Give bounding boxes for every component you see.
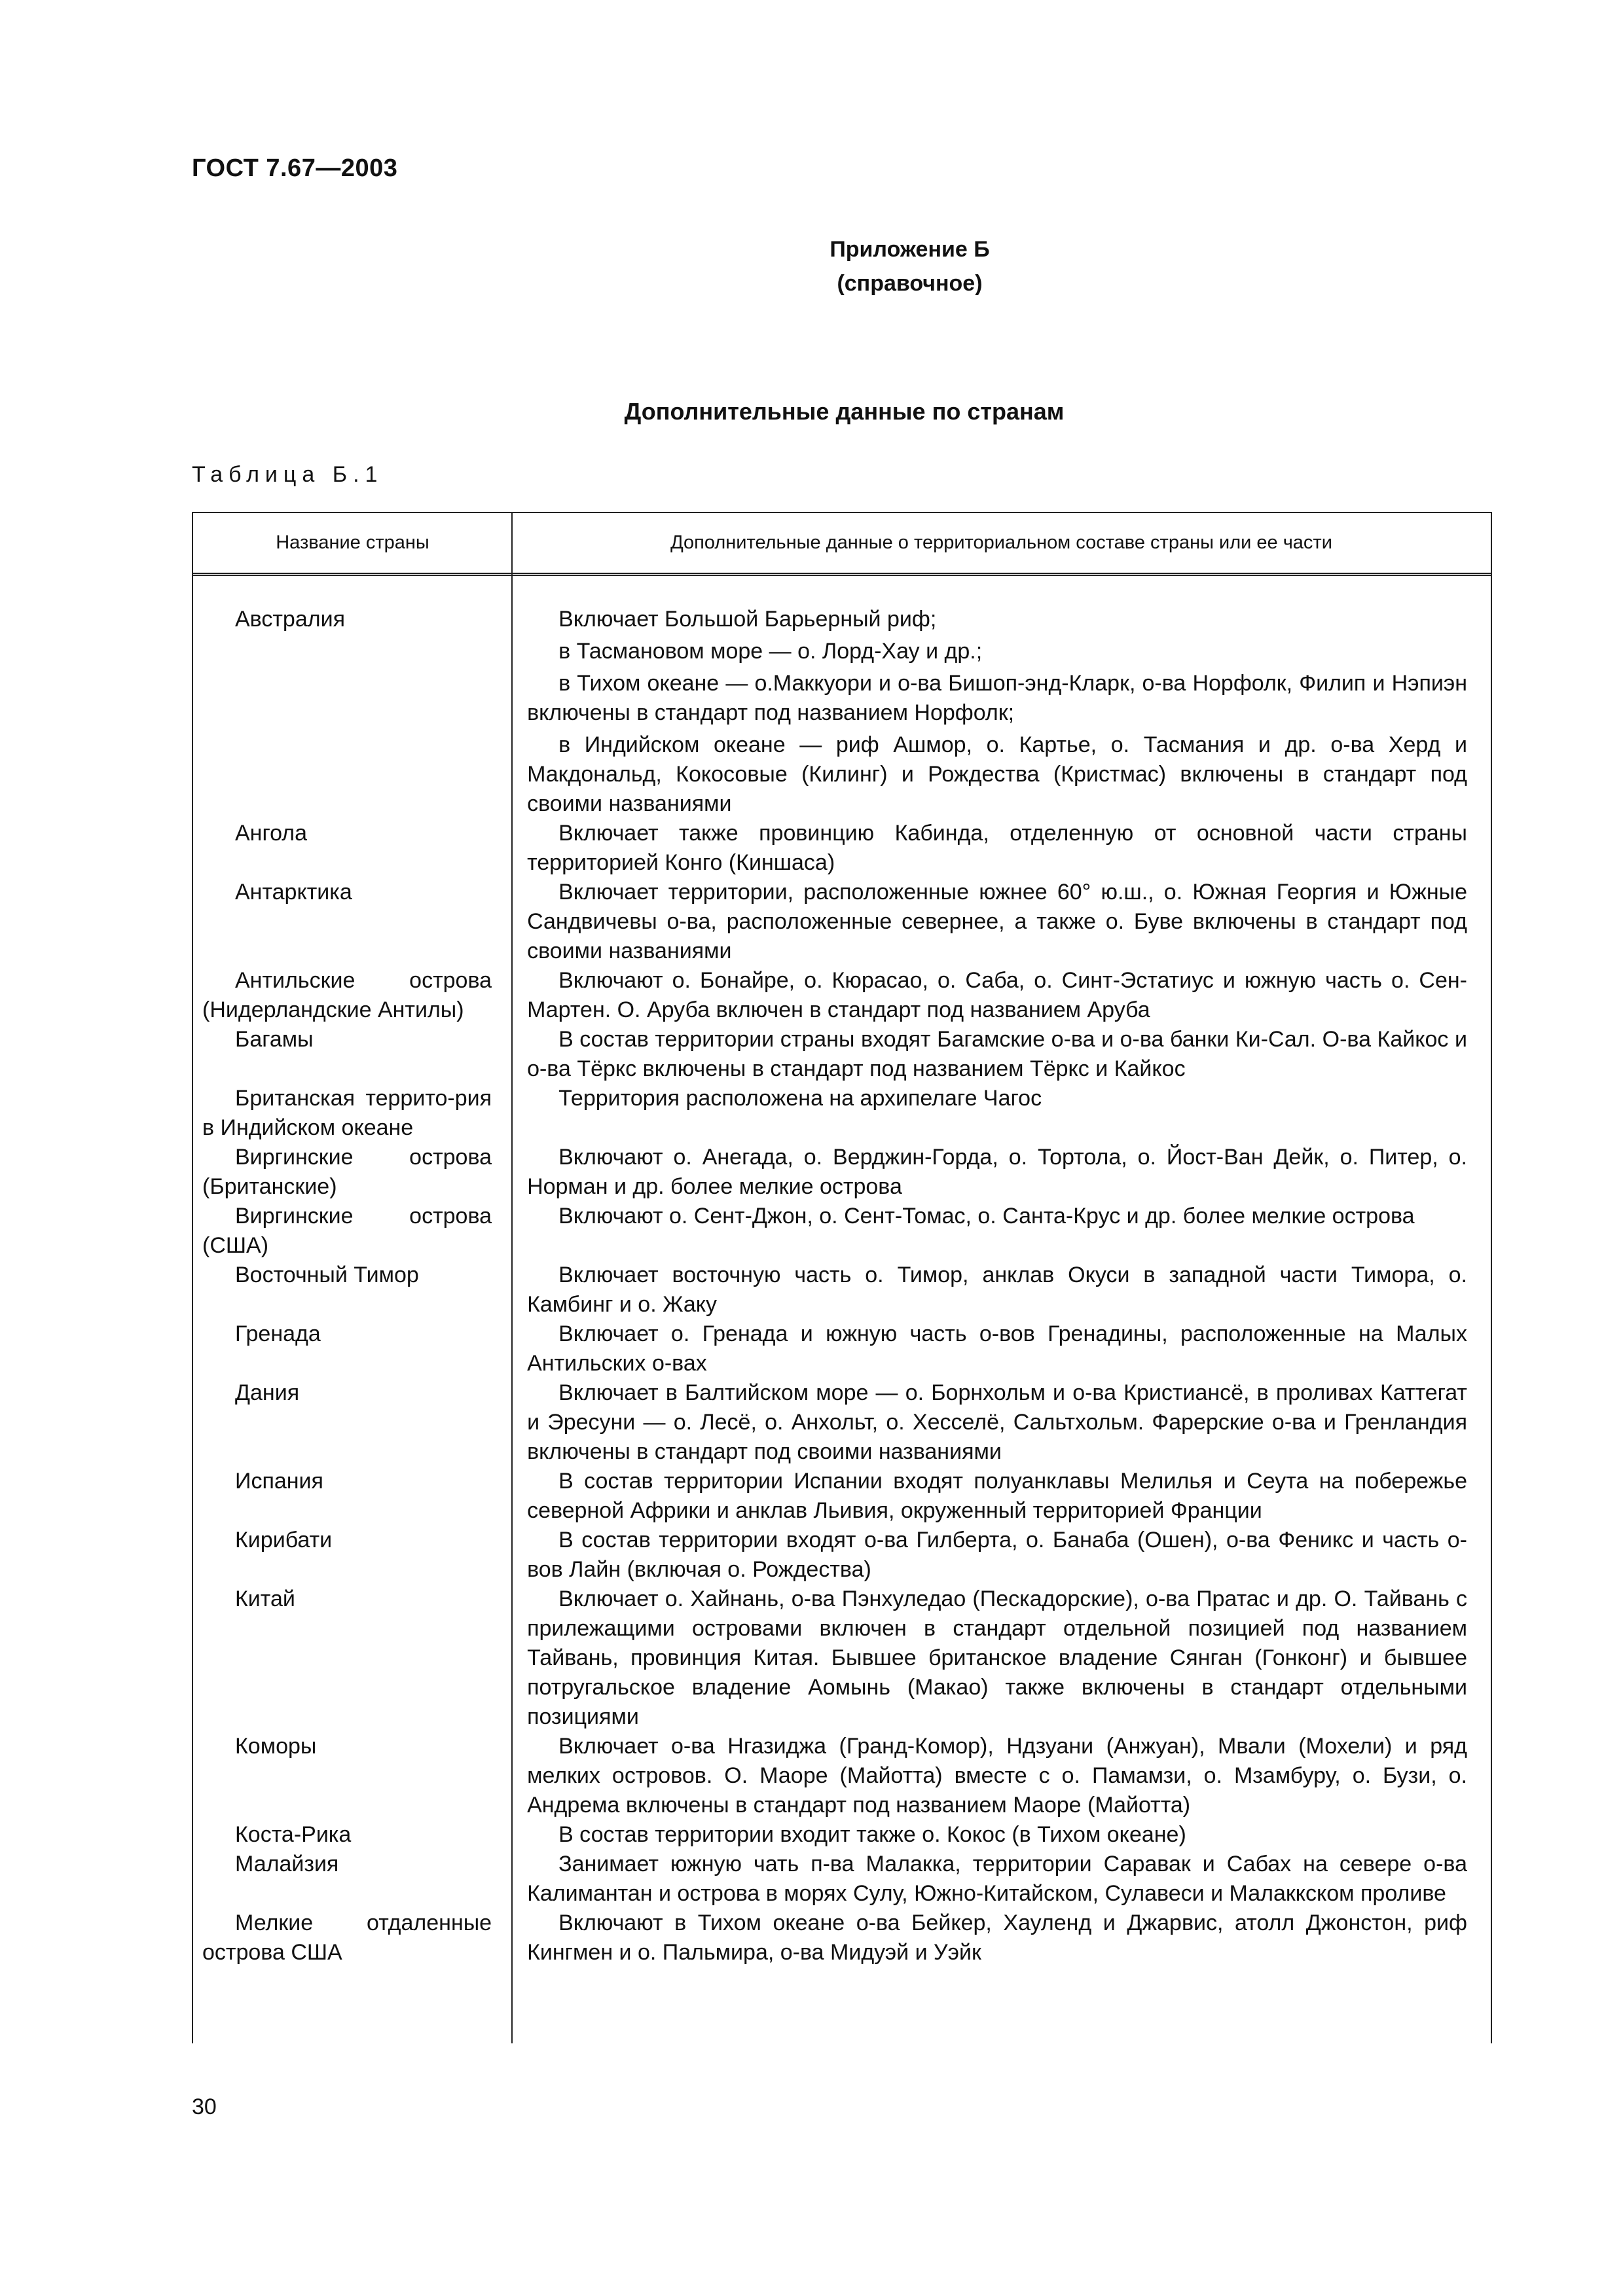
country-cell (193, 1909, 511, 1967)
table-row (193, 819, 1491, 878)
country-cell (193, 1378, 511, 1467)
country-cell (193, 1526, 511, 1585)
details-cell (511, 1084, 1491, 1143)
details-cell (511, 1319, 1491, 1378)
details-cell (511, 1025, 1491, 1084)
country-name: Мелкие отдаленные острова США (202, 1910, 492, 1965)
table-row (193, 1585, 1491, 1732)
country-cell (193, 1850, 511, 1909)
details-paragraph: Территория расположена на архипелаге Чагос (558, 1086, 1042, 1111)
country-cell (193, 819, 511, 878)
details-cell (511, 819, 1491, 878)
country-name: Австралия (235, 607, 345, 632)
country-name: Коморы (235, 1734, 317, 1759)
details-paragraph: Включает в Балтийском море — о. Борнхольм и о-ва Кристиансё, в проливах Каттегат и Эресуни — о. Лесё, о. Анхольт, о. Хесселё, Сальтхольм. Фарерские о-ва и Гренландия включены в стандарт под своими названиями (527, 1380, 1467, 1464)
details-cell (511, 1820, 1491, 1850)
details-paragraph: Включает Большой Барьерный риф; (558, 607, 937, 632)
details-cell (511, 878, 1491, 966)
country-cell (193, 1585, 511, 1732)
details-paragraph: В состав территории страны входят Багамские о-ва и о-ва банки Ки-Сал. О-ва Кайкос и о-ва Тёркс включены в стандарт под названием Тёркс и Кайкос (527, 1027, 1467, 1081)
details-paragraph: Включают о. Анегада, о. Верджин-Горда, о. Тортола, о. Йост-Ван Дейк, о. Питер, о. Норман и др. более мелкие острова (527, 1145, 1467, 1199)
country-cell (193, 605, 511, 819)
country-name: Китай (235, 1587, 295, 1611)
details-paragraph: в Тихом океане — о.Маккуори и о-ва Бишоп-энд-Кларк, о-ва Норфолк, Филип и Нэпиэн включены в стандарт под названием Норфолк; (527, 671, 1467, 725)
column-header-country: Название страны (276, 532, 429, 553)
table-row (193, 1084, 1491, 1143)
appendix-title: Приложение Б (830, 237, 990, 262)
details-paragraph: Занимает южную чать п-ва Малакка, территории Саравак и Сабах на севере о-ва Калимантан и острова в морях Сулу, Южно-Китайском, Сулавеси и Малаккском проливе (527, 1852, 1467, 1906)
table-row (193, 878, 1491, 966)
details-cell (511, 1202, 1491, 1261)
details-paragraph: в Индийском океане — риф Ашмор, о. Картье, о. Тасмания и др. о-ва Херд и Макдональд, Кокосовые (Килинг) и Рождества (Кристмас) включены в стандарт под своими названиями (527, 732, 1467, 816)
table-row (193, 1526, 1491, 1585)
country-name: Багамы (235, 1027, 314, 1052)
country-cell (193, 1319, 511, 1378)
details-paragraph: Включают о. Сент-Джон, о. Сент-Томас, о. Санта-Крус и др. более мелкие острова (558, 1204, 1415, 1229)
country-name: Ангола (235, 821, 308, 846)
country-cell (193, 1025, 511, 1084)
table-row (193, 1909, 1491, 1967)
details-cell (511, 1909, 1491, 1967)
details-cell (511, 1261, 1491, 1319)
country-name: Малайзия (235, 1852, 339, 1876)
table-row (193, 1820, 1491, 1850)
details-paragraph: Включает также провинцию Кабинда, отделенную от основной части страны территорией Конго (Киншаса) (527, 821, 1467, 875)
details-cell (511, 605, 1491, 819)
country-cell (193, 1467, 511, 1526)
details-paragraph: в Тасмановом море — о. Лорд-Хау и др.; (558, 639, 983, 664)
country-cell (193, 1084, 511, 1143)
section-title: Дополнительные данные по странам (624, 398, 1065, 425)
details-paragraph: Включает о. Хайнань, о-ва Пэнхуледао (Пескадорские), о-ва Пратас и др. О. Тайвань с прилежащими островами включен в стандарт отдельной позицией под названием Тайвань, провинция Китая. Бывшее британское владение Сянган (Гонконг) и бывшее потругальское владение Аомынь (Макао) также включены в стандарт отдельными позициями (527, 1587, 1467, 1729)
country-name: Кирибати (235, 1528, 333, 1552)
country-cell (193, 1820, 511, 1850)
table-row (193, 1732, 1491, 1820)
table-row (193, 605, 1491, 819)
country-cell (193, 878, 511, 966)
details-paragraph: В состав территории входит также о. Кокос (в Тихом океане) (558, 1822, 1186, 1847)
table-row (193, 1378, 1491, 1467)
details-paragraph: Включают о. Бонайре, о. Кюрасао, о. Саба, о. Синт-Эстатиус и южную часть о. Сен-Мартен. О. Аруба включен в стандарт под названием Аруба (527, 968, 1467, 1022)
details-paragraph: В состав территории входят о-ва Гилберта, о. Банаба (Ошен), о-ва Феникс и часть о-вов Лайн (включая о. Рождества) (527, 1528, 1467, 1582)
details-cell (511, 966, 1491, 1025)
country-name: Виргинские острова (США) (202, 1204, 492, 1258)
table-row (193, 1467, 1491, 1526)
country-name: Антарктика (235, 880, 352, 905)
details-cell (511, 1585, 1491, 1732)
table-caption: Таблица Б.1 (192, 462, 384, 487)
details-cell (511, 1526, 1491, 1585)
details-paragraph: В состав территории Испании входят полуанклавы Мелилья и Сеута на побережье северной Африки и анклав Льивия, окруженный территорией Франции (527, 1469, 1467, 1523)
appendix-heading (0, 232, 1623, 300)
country-name: Виргинские острова (Британские) (202, 1145, 492, 1199)
appendix-subtitle: (справочное) (837, 271, 983, 296)
details-cell (511, 1732, 1491, 1820)
table-header (193, 513, 1491, 576)
country-cell (193, 1732, 511, 1820)
country-cell (193, 1143, 511, 1202)
table-row (193, 1202, 1491, 1261)
table-row (193, 1319, 1491, 1378)
column-header-details: Дополнительные данные о территориальном составе страны или ее части (670, 532, 1332, 553)
details-cell (511, 1850, 1491, 1909)
table-row (193, 1850, 1491, 1909)
table-row (193, 1143, 1491, 1202)
details-paragraph: Включает о-ва Нгазиджа (Гранд-Комор), Ндзуани (Анжуан), Мвали (Мохели) и ряд мелких островов. О. Маоре (Майотта) вместе с о. Памамзи, о. Мзамбуру, о. Бузи, о. Андрема включены в стандарт под названием Маоре (Майотта) (527, 1734, 1467, 1818)
country-cell (193, 1261, 511, 1319)
country-cell (193, 1202, 511, 1261)
details-paragraph: Включает о. Гренада и южную часть о-вов Гренадины, расположенные на Малых Антильских о-вах (527, 1321, 1467, 1376)
country-name: Восточный Тимор (235, 1263, 419, 1287)
country-cell (193, 966, 511, 1025)
countries-table (192, 512, 1492, 2043)
document-code: ГОСТ 7.67—2003 (192, 154, 398, 182)
details-cell (511, 1467, 1491, 1526)
table-row (193, 1261, 1491, 1319)
page-number: 30 (192, 2094, 217, 2119)
details-paragraph: Включает восточную часть о. Тимор, анклав Окуси в западной части Тимора, о. Камбинг и о. Жаку (527, 1263, 1467, 1317)
details-paragraph: Включает территории, расположенные южнее 60° ю.ш., о. Южная Георгия и Южные Сандвичевы о-ва, расположенные севернее, а также о. Буве включены в стандарт под своими названиями (527, 880, 1467, 963)
country-name: Гренада (235, 1321, 321, 1346)
details-paragraph: Включают в Тихом океане о-ва Бейкер, Хауленд и Джарвис, атолл Джонстон, риф Кингмен и о. Пальмира, о-ва Мидуэй и Уэйк (527, 1910, 1467, 1965)
table-body (193, 605, 1491, 1967)
country-name: Дания (235, 1380, 300, 1405)
country-name: Коста-Рика (235, 1822, 352, 1847)
country-name: Британская террито-рия в Индийском океане (202, 1086, 492, 1140)
table-row (193, 966, 1491, 1025)
country-name: Антильские острова (Нидерландские Антилы) (202, 968, 492, 1022)
country-name: Испания (235, 1469, 323, 1494)
table-row (193, 1025, 1491, 1084)
details-cell (511, 1378, 1491, 1467)
details-cell (511, 1143, 1491, 1202)
